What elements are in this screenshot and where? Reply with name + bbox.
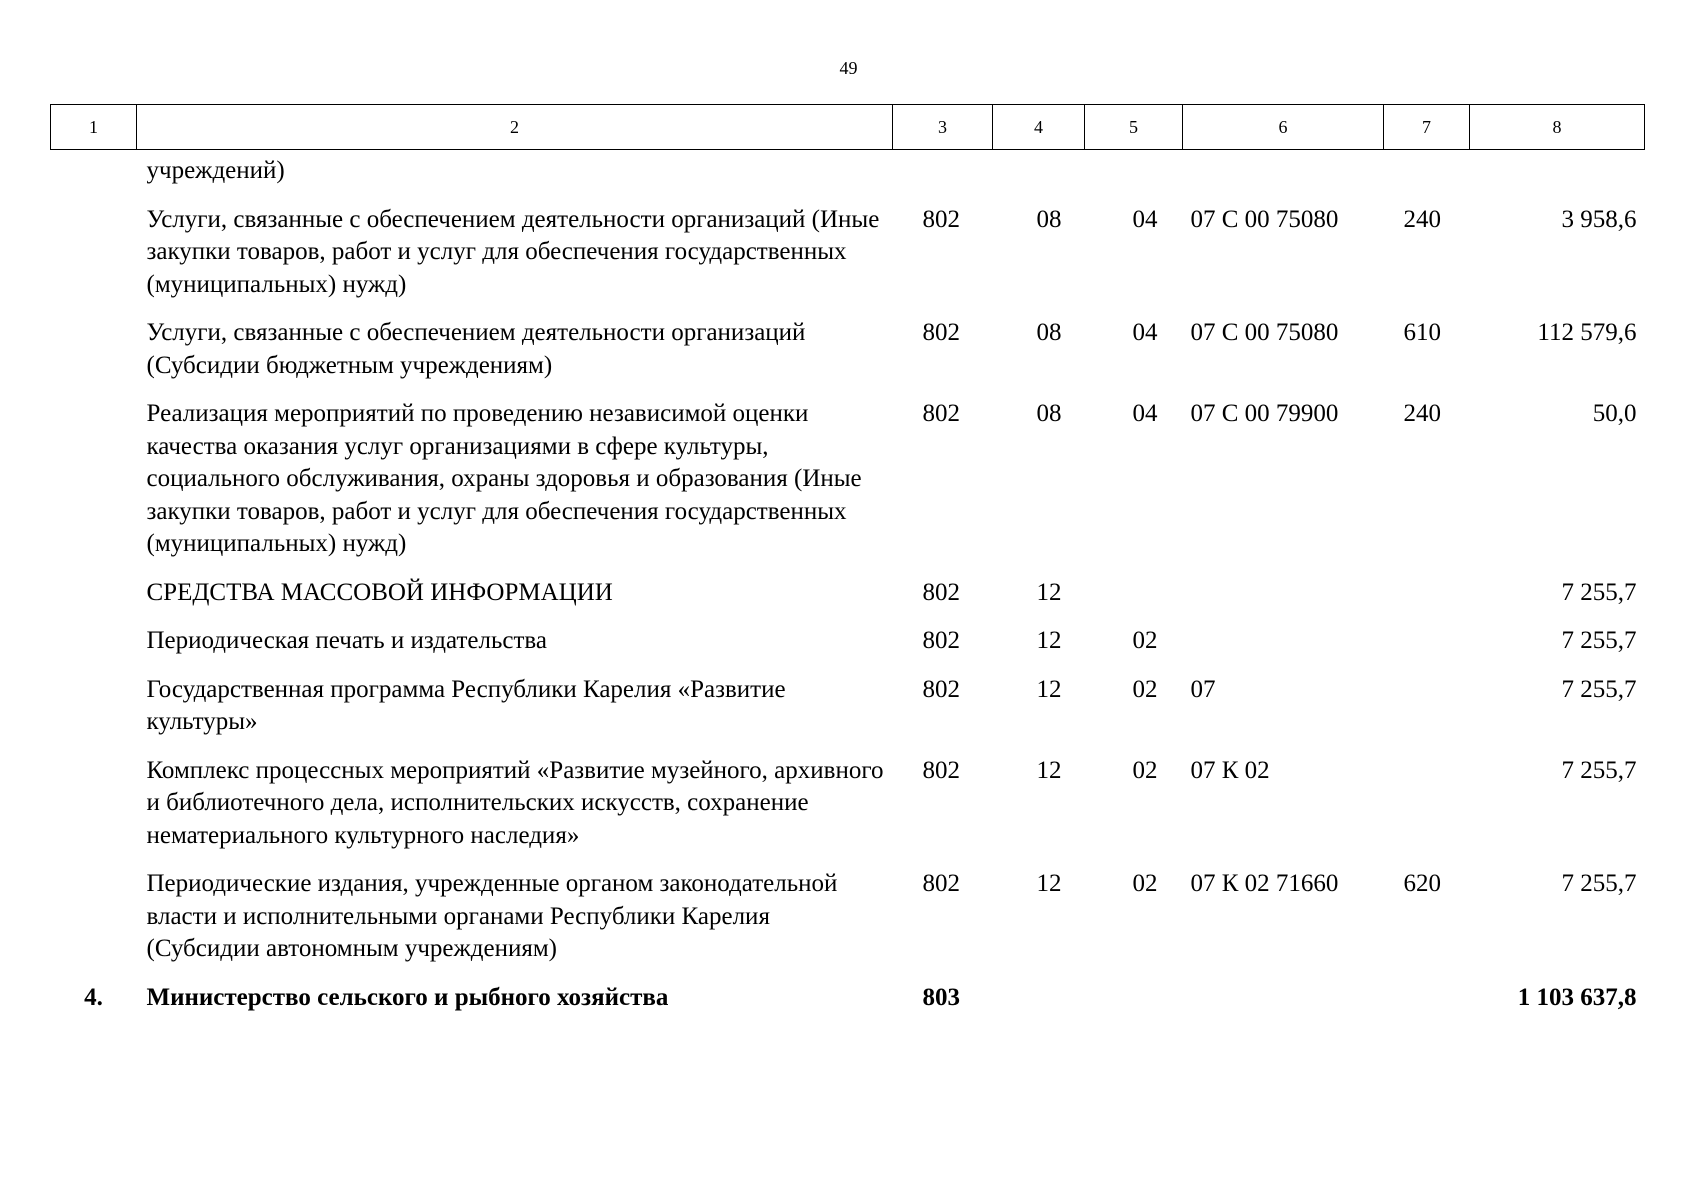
column-header: 5	[1085, 105, 1183, 150]
table-row	[51, 674, 1645, 755]
amount-value: 7 255,7	[1561, 870, 1637, 897]
target-article-code: 07 С 00 79900	[1190, 400, 1339, 427]
table-row	[51, 150, 1645, 204]
row-description: Услуги, связанные с обеспечением деятельности организаций (Субсидии бюджетным учреждениям)	[146, 319, 806, 379]
row-description: Периодические издания, учрежденные органом законодательной власти и исполнительными органами Республики Карелия (Субсидии автономным учреждениям)	[146, 870, 838, 962]
section-code: 08	[1036, 319, 1062, 346]
column-header: 7	[1384, 105, 1470, 150]
amount-value: 7 255,7	[1561, 675, 1637, 703]
amount-value: 7 255,7	[1561, 756, 1637, 784]
section-code: 12	[1036, 675, 1062, 703]
ministry-code	[893, 150, 993, 204]
row-description: Комплекс процессных мероприятий «Развитие музейного, архивного и библиотечного дела, исполнительских искусств, сохранение нематериального культурного наследия»	[146, 756, 884, 849]
expense-type-code	[1384, 982, 1470, 1031]
column-header: 3	[893, 105, 993, 150]
expense-type-code	[1384, 625, 1470, 674]
ministry-code: 802	[922, 627, 960, 654]
target-article-code: 07 К 02	[1190, 756, 1270, 784]
target-article-code: 07 К 02 71660	[1190, 870, 1339, 897]
section-code: 12	[1036, 578, 1062, 606]
expense-type-code	[1384, 577, 1470, 626]
section-code: 12	[1036, 756, 1062, 784]
amount-value: 7 255,7	[1561, 578, 1637, 606]
table-row	[51, 755, 1645, 869]
row-number: 4.	[84, 983, 103, 1011]
target-article-code	[1183, 982, 1384, 1031]
subsection-code	[1085, 150, 1183, 204]
amount-value: 50,0	[1592, 400, 1637, 427]
page-number: 49	[839, 58, 858, 78]
amount-value	[1470, 150, 1645, 204]
target-article-code	[1183, 150, 1384, 204]
row-number	[51, 577, 137, 626]
amount-value: 1 103 637,8	[1517, 983, 1637, 1011]
row-number	[51, 674, 137, 755]
subsection-code	[1085, 577, 1183, 626]
row-description: Услуги, связанные с обеспечением деятельности организаций (Иные закупки товаров, работ и услуг для обеспечения государственных (муниципальных) нужд)	[146, 205, 880, 298]
section-code: 12	[1036, 870, 1062, 897]
row-description: Периодическая печать и издательства	[146, 627, 547, 654]
expense-type-code	[1384, 755, 1470, 869]
row-description: Реализация мероприятий по проведению независимой оценки качества оказания услуг организациями в сфере культуры, социального обслуживания, охраны здоровья и образования (Иные закупки товаров, работ и услуг для обеспечения государственных (муниципальных) нужд)	[146, 400, 862, 557]
row-number	[51, 755, 137, 869]
table-row	[51, 204, 1645, 318]
ministry-code: 802	[922, 578, 960, 606]
row-number	[51, 625, 137, 674]
row-number	[51, 317, 137, 398]
section-code: 08	[1036, 400, 1062, 427]
subsection-code: 02	[1132, 756, 1158, 784]
table-row	[51, 625, 1645, 674]
expense-type-code: 240	[1403, 205, 1441, 233]
row-number	[51, 398, 137, 577]
section-code: 08	[1036, 205, 1062, 233]
table-header-row	[51, 105, 1645, 150]
column-header: 6	[1183, 105, 1384, 150]
column-header: 1	[51, 105, 137, 150]
amount-value: 3 958,6	[1561, 205, 1637, 233]
row-description: учреждений)	[146, 157, 285, 184]
column-header: 4	[993, 105, 1085, 150]
expense-type-code: 620	[1403, 870, 1441, 897]
target-article-code: 07 С 00 75080	[1190, 205, 1339, 233]
target-article-code	[1183, 625, 1384, 674]
subsection-code: 04	[1132, 319, 1158, 346]
subsection-code: 02	[1132, 627, 1158, 654]
table-row	[51, 982, 1645, 1031]
row-description: Министерство сельского и рыбного хозяйства	[146, 983, 669, 1011]
ministry-code: 802	[922, 319, 960, 346]
target-article-code: 07 С 00 75080	[1190, 319, 1339, 346]
row-description: СРЕДСТВА МАССОВОЙ ИНФОРМАЦИИ	[146, 578, 613, 606]
row-number	[51, 150, 137, 204]
ministry-code: 802	[922, 870, 960, 897]
expense-type-code: 240	[1403, 400, 1441, 427]
target-article-code: 07	[1190, 675, 1216, 703]
section-code	[993, 982, 1085, 1031]
subsection-code: 04	[1132, 205, 1158, 233]
expense-type-code	[1384, 674, 1470, 755]
amount-value: 7 255,7	[1561, 627, 1637, 654]
expense-type-code	[1384, 150, 1470, 204]
table-body	[51, 150, 1645, 1031]
table-row	[51, 398, 1645, 577]
ministry-code: 802	[922, 675, 960, 703]
ministry-code: 803	[922, 983, 960, 1011]
ministry-code: 802	[922, 756, 960, 784]
subsection-code: 04	[1132, 400, 1158, 427]
subsection-code: 02	[1132, 870, 1158, 897]
row-number	[51, 868, 137, 982]
expense-type-code: 610	[1403, 319, 1441, 346]
budget-table	[50, 104, 1645, 1030]
column-header: 8	[1470, 105, 1645, 150]
subsection-code	[1085, 982, 1183, 1031]
target-article-code	[1183, 577, 1384, 626]
section-code	[993, 150, 1085, 204]
table-row	[51, 317, 1645, 398]
subsection-code: 02	[1132, 675, 1158, 703]
section-code: 12	[1036, 627, 1062, 654]
row-number	[51, 204, 137, 318]
amount-value: 112 579,6	[1537, 319, 1637, 346]
ministry-code: 802	[922, 400, 960, 427]
column-header: 2	[137, 105, 893, 150]
table-row	[51, 577, 1645, 626]
table-row	[51, 868, 1645, 982]
ministry-code: 802	[922, 205, 960, 233]
row-description: Государственная программа Республики Карелия «Развитие культуры»	[146, 675, 786, 735]
